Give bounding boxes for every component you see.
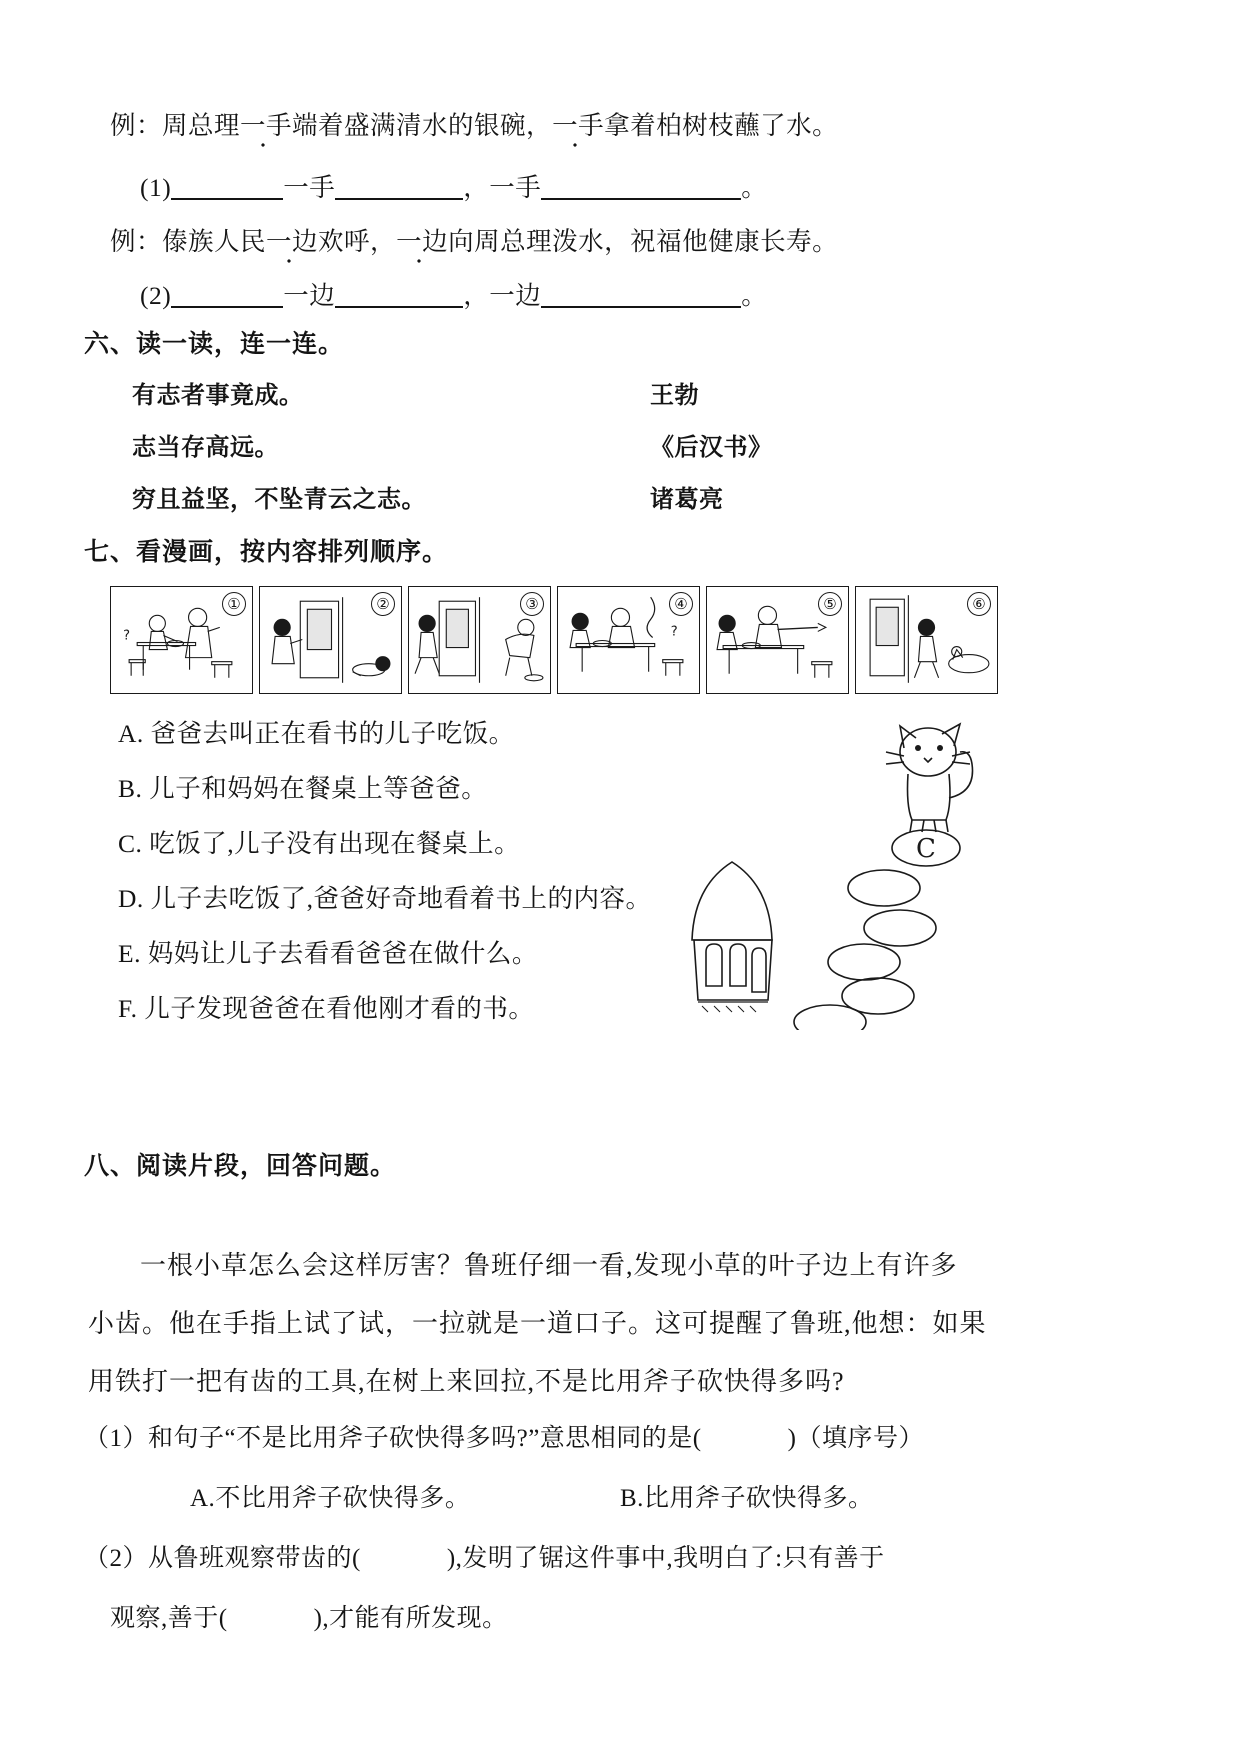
blank-1-field-a[interactable]: [171, 198, 283, 200]
option-key-a: A.: [118, 719, 144, 748]
option-key-f: F.: [118, 994, 138, 1023]
option-row-a[interactable]: [118, 720, 515, 748]
panel-number-4: ④: [669, 592, 693, 616]
blank-2-comma: ，: [463, 281, 490, 310]
option-text-e: 妈妈让儿子去看看爸爸在做什么。: [147, 939, 538, 968]
comic-panel-6[interactable]: [855, 586, 998, 694]
comic-strip: [110, 586, 998, 694]
question-2-suffix-1: ),发明了锯这件事中,我明白了:只有善于: [446, 1545, 885, 1572]
example-2-emphasis-b: 一边: [396, 227, 449, 256]
option-key-c: C.: [118, 829, 143, 858]
example-2-text-b: 欢呼，: [318, 227, 397, 256]
question-1-prefix: 和句子“不是比用斧子砍快得多吗?”意思相同的是(: [148, 1425, 702, 1452]
section-six-heading: 六、读一读，连一连。: [84, 329, 345, 358]
comic-panel-4[interactable]: [557, 586, 700, 694]
blank-2-field-c[interactable]: [541, 306, 741, 308]
blank-2-field-a[interactable]: [171, 306, 283, 308]
blank-2-keyword-a: 一边: [283, 281, 336, 310]
example-2-text-c: 向周总理泼水，祝福他健康长寿。: [448, 227, 839, 256]
match-right-0[interactable]: 王勃: [650, 381, 699, 409]
option-text-d: 儿子去吃饭了,爸爸好奇地看着书上的内容。: [150, 884, 652, 913]
option-key-d: D.: [118, 884, 144, 913]
comic-panel-5[interactable]: [706, 586, 849, 694]
comic-panel-2[interactable]: [259, 586, 402, 694]
blank-1-number: (1): [140, 173, 172, 202]
example-1-text-b: 端着盛满清水的银碗，: [292, 111, 553, 140]
option-key-b: B.: [118, 774, 143, 803]
panel-number-5: ⑤: [818, 592, 842, 616]
blank-2-period: 。: [741, 281, 768, 310]
example-1-text-a: 周总理: [162, 111, 241, 140]
match-left-0[interactable]: 有志者事竟成。: [132, 381, 304, 409]
choice-a-key: A.: [190, 1485, 216, 1512]
option-text-c: 吃饭了,儿子没有出现在餐桌上。: [149, 829, 521, 858]
panel-number-1: ①: [222, 592, 246, 616]
cat-stepping-stones-illustration: [672, 700, 1012, 1030]
blank-2-number: (2): [140, 281, 172, 310]
question-2-prefix-1: 从鲁班观察带齿的(: [148, 1545, 361, 1572]
question-1-suffix: )（填序号）: [787, 1425, 924, 1452]
example-1-emphasis-a: 一手: [240, 111, 293, 140]
stone-label-c: C: [916, 834, 936, 864]
example-2-line: [110, 228, 838, 256]
match-left-1[interactable]: 志当存高远。: [132, 433, 279, 461]
choice-a-text: 不比用斧子砍快得多。: [215, 1485, 471, 1512]
option-key-e: E.: [118, 939, 141, 968]
stepping-stones: [794, 830, 960, 1030]
example-1-emphasis-b: 一手: [552, 111, 605, 140]
question-2-line-2[interactable]: [110, 1605, 508, 1633]
svg-text:?: ?: [670, 624, 678, 640]
panel-number-6: ⑥: [967, 592, 991, 616]
example-1-text-c: 拿着柏树枝蘸了水。: [604, 111, 839, 140]
cat-icon: [886, 724, 973, 832]
option-row-d[interactable]: [118, 885, 652, 913]
panel-number-2: ②: [371, 592, 395, 616]
choice-b-key: B.: [620, 1485, 644, 1512]
match-left-2[interactable]: 穷且益坚，不坠青云之志。: [132, 485, 426, 513]
blank-2-field-b[interactable]: [335, 306, 463, 308]
question-1-number: （1）: [84, 1425, 149, 1452]
passage-line-3: 用铁打一把有齿的工具,在树上来回拉,不是比用斧子砍快得多吗?: [88, 1367, 845, 1396]
match-right-2[interactable]: 诸葛亮: [650, 485, 724, 513]
question-2-number: （2）: [84, 1545, 149, 1572]
option-row-b[interactable]: [118, 775, 487, 803]
option-text-a: 爸爸去叫正在看书的儿子吃饭。: [150, 719, 515, 748]
section-seven-heading: 七、看漫画，按内容排列顺序。: [84, 537, 449, 566]
blank-1-field-c[interactable]: [541, 198, 741, 200]
option-row-f[interactable]: [118, 995, 534, 1023]
blank-1-period: 。: [741, 173, 768, 202]
blank-1-keyword-b: 一手: [489, 173, 542, 202]
question-2-line-1[interactable]: [84, 1545, 885, 1573]
blank-line-1[interactable]: [140, 174, 767, 202]
passage-line-2: 小齿。他在手指上试了试，一拉就是一道口子。这可提醒了鲁班,他想：如果: [88, 1309, 987, 1338]
match-right-1[interactable]: 《后汉书》: [650, 433, 773, 461]
option-row-c[interactable]: [118, 830, 520, 858]
question-1-choice-b[interactable]: [620, 1485, 873, 1513]
panel-number-3: ③: [520, 592, 544, 616]
passage-line-1: 一根小草怎么会这样厉害？鲁班仔细一看,发现小草的叶子边上有许多: [140, 1251, 958, 1280]
question-1-choice-a[interactable]: [190, 1485, 470, 1513]
example-2-emphasis-a: 一边: [266, 227, 319, 256]
question-2-prefix-2: 观察,善于(: [110, 1605, 228, 1632]
comic-panel-1[interactable]: [110, 586, 253, 694]
blank-1-keyword-a: 一手: [283, 173, 336, 202]
section-eight-heading: 八、阅读片段，回答问题。: [84, 1151, 397, 1180]
mushroom-house-icon: [692, 862, 772, 1012]
option-text-f: 儿子发现爸爸在看他刚才看的书。: [144, 994, 535, 1023]
question-2-suffix-2: ),才能有所发现。: [313, 1605, 508, 1632]
choice-b-text: 比用斧子砍快得多。: [643, 1485, 874, 1512]
question-1-line[interactable]: [84, 1425, 924, 1453]
blank-line-2[interactable]: [140, 282, 767, 310]
option-text-b: 儿子和妈妈在餐桌上等爸爸。: [149, 774, 488, 803]
comic-panel-3[interactable]: [408, 586, 551, 694]
option-row-e[interactable]: [118, 940, 538, 968]
example-1-label: 例：: [110, 111, 163, 140]
example-1-line: [110, 112, 838, 140]
svg-text:?: ?: [123, 628, 131, 644]
blank-1-comma: ，: [463, 173, 490, 202]
blank-1-field-b[interactable]: [335, 198, 463, 200]
example-2-label: 例：: [110, 227, 163, 256]
blank-2-keyword-b: 一边: [489, 281, 542, 310]
example-2-text-a: 傣族人民: [162, 227, 267, 256]
